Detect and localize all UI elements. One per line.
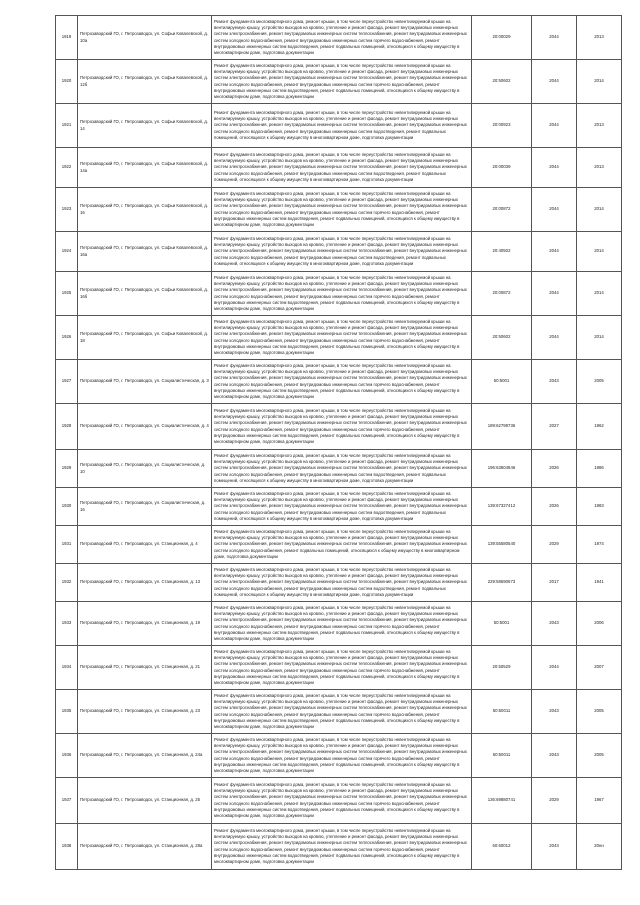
work-list-cell-text: Ремонт фундамента многоквартирного дома, ремонт крыши, в том числе переустройство невентилируемой крыши на вентилируемую крышу, устройство выходов на кровлю, утепление и ремонт фасада, ремонт внутридомовых инженерных систем электроснабжения, ремонт внутридомовых инженерных систем теплоснабжения, ремонт внутридомовых инженерных систем холодного водоснабжения, ремонт внутридомовых инженерных систем горячего водоснабжения, ремонт внутридомовых инженерных систем водоотведения, ремонт подвальных помещений, относящихся к общему имуществу в многоквартирном доме, подготовка документации [214, 190, 467, 227]
planned-year-cell [532, 602, 577, 646]
address-cell-text: Петрозаводский ГО, г. Петрозаводск, ул. Социалистическая, д. 3 [80, 378, 209, 384]
row-number-cell [56, 60, 78, 104]
table-row [56, 16, 622, 60]
work-list-cell-text: Ремонт фундамента многоквартирного дома, ремонт крыши, в том числе переустройство невентилируемой крыши на вентилируемую крышу, устройство выходов на кровлю, утепление и ремонт фасада, ремонт внутридомовых инженерных систем электроснабжения, ремонт внутридомовых инженерных систем теплоснабжения, ремонт внутридомовых инженерных систем холодного водоснабжения, ремонт внутридомовых инженерных систем водоотведения, ремонт подвальных помещений, относящихся к общему имуществу в многоквартирном доме, подготовка документации [214, 566, 467, 597]
table-row [56, 824, 622, 870]
address-cell-text: Петрозаводский ГО, г. Петрозаводск, ул. Станционная, д. 28а [80, 843, 203, 849]
row-number-cell [56, 602, 78, 646]
row-number-cell [56, 316, 78, 360]
cadastral-number-cell [472, 646, 532, 690]
table-row [56, 148, 622, 188]
last-repair-year-cell [577, 602, 622, 646]
last-repair-year-cell-text: 2013 [594, 164, 604, 170]
last-repair-year-cell-text: 1962 [594, 423, 604, 429]
address-cell-text: Петрозаводский ГО, г. Петрозаводск, ул. Станционная, д. 19 [80, 620, 201, 626]
planned-year-cell [532, 690, 577, 734]
planned-year-cell [532, 232, 577, 272]
last-repair-year-cell [577, 360, 622, 404]
row-number-cell [56, 564, 78, 602]
address-cell [78, 148, 212, 188]
cadastral-number-cell [472, 778, 532, 824]
cadastral-number-cell [472, 232, 532, 272]
work-list-cell [212, 272, 472, 316]
planned-year-cell [532, 824, 577, 870]
work-list-cell [212, 690, 472, 734]
planned-year-cell-text: 2044 [549, 334, 559, 340]
work-list-cell-text: Ремонт фундамента многоквартирного дома, ремонт крыши, в том числе переустройство невентилируемой крыши на вентилируемую крышу, устройство выходов на кровлю, утепление и ремонт фасада, ремонт внутридомовых инженерных систем электроснабжения, ремонт внутридомовых инженерных систем теплоснабжения, ремонт внутридомовых инженерных систем холодного водоснабжения, ремонт внутридомовых инженерных систем горячего водоснабжения, ремонт внутридомовых инженерных систем водоотведения, ремонт подвальных помещений, относящихся к общему имуществу в многоквартирном доме, подготовка документации [214, 274, 467, 311]
last-repair-year-cell [577, 188, 622, 232]
address-cell [78, 488, 212, 526]
last-repair-year-cell-text: 2006 [594, 620, 604, 626]
cadastral-number-cell-text: 50:5001 [493, 620, 510, 626]
row-number-cell-text: 1920 [61, 78, 72, 84]
planned-year-cell-text: 2044 [549, 248, 559, 254]
planned-year-cell [532, 564, 577, 602]
work-list-cell-text: Ремонт фундамента многоквартирного дома, ремонт крыши, в том числе переустройство невентилируемой крыши на вентилируемую крышу, устройство выходов на кровлю, утепление и ремонт фасада, ремонт внутридомовых инженерных систем электроснабжения, ремонт внутридомовых инженерных систем теплоснабжения, ремонт внутридомовых инженерных систем холодного водоснабжения, ремонт внутридомовых инженерных систем водоотведения, ремонт подвальных помещений, относящихся к общему имуществу в многоквартирном доме, подготовка документации [214, 452, 467, 483]
register-table-body [56, 16, 622, 870]
last-repair-year-cell [577, 104, 622, 148]
planned-year-cell [532, 646, 577, 690]
table-row [56, 778, 622, 824]
row-number-cell-text: 1931 [61, 541, 72, 547]
table-row [56, 526, 622, 564]
last-repair-year-cell [577, 148, 622, 188]
cadastral-number-cell [472, 272, 532, 316]
address-cell-text: Петрозаводский ГО, г. Петрозаводск, ул. Софьи Ковалевской, д. 18 [80, 331, 208, 343]
address-cell-text: Петрозаводский ГО, г. Петрозаводск, ул. Софьи Ковалевской, д. 14а [80, 161, 208, 173]
work-list-cell-text: Ремонт фундамента многоквартирного дома, ремонт крыши, в том числе переустройство невентилируемой крыши на вентилируемую крышу, устройство выходов на кровлю, утепление и ремонт фасада, ремонт внутридомовых инженерных систем электроснабжения, ремонт внутридомовых инженерных систем теплоснабжения, ремонт внутридомовых инженерных систем холодного водоснабжения, ремонт внутридомовых инженерных систем горячего водоснабжения, ремонт внутридомовых инженерных систем водоотведения, ремонт подвальных помещений, относящихся к общему имуществу в многоквартирном доме, подготовка документации [214, 407, 467, 444]
address-cell [78, 188, 212, 232]
planned-year-cell-text: 2044 [549, 122, 559, 128]
last-repair-year-cell-text: 20нн [594, 843, 604, 849]
last-repair-year-cell [577, 778, 622, 824]
last-repair-year-cell-text: 1974 [594, 541, 604, 547]
planned-year-cell [532, 488, 577, 526]
cadastral-number-cell-text: 229:58690673 [487, 579, 516, 585]
work-list-cell [212, 564, 472, 602]
last-repair-year-cell-text: 2014 [594, 248, 604, 254]
table-row [56, 104, 622, 148]
row-number-cell [56, 690, 78, 734]
work-list-cell [212, 602, 472, 646]
planned-year-cell [532, 778, 577, 824]
work-list-cell-text: Ремонт фундамента многоквартирного дома, ремонт крыши, в том числе переустройство невентилируемой крыши на вентилируемую крышу, устройство выходов на кровлю, утепление и ремонт фасада, ремонт внутридомовых инженерных систем электроснабжения, ремонт внутридомовых инженерных систем теплоснабжения, ремонт внутридомовых инженерных систем холодного водоснабжения, ремонт внутридомовых инженерных систем горячего водоснабжения, ремонт внутридомовых инженерных систем водоотведения, ремонт подвальных помещений, относящихся к общему имуществу в многоквартирном доме, подготовка документации [214, 827, 467, 864]
last-repair-year-cell-text: 2014 [594, 334, 604, 340]
cadastral-number-cell [472, 564, 532, 602]
address-cell [78, 404, 212, 450]
cadastral-number-cell [472, 526, 532, 564]
planned-year-cell-text: 2027 [549, 423, 559, 429]
work-list-cell [212, 526, 472, 564]
last-repair-year-cell-text: 2007 [594, 664, 604, 670]
cadastral-number-cell [472, 316, 532, 360]
work-list-cell-text: Ремонт фундамента многоквартирного дома, ремонт крыши, в том числе переустройство невентилируемой крыши на вентилируемую крышу, устройство выходов на кровлю, утепление и ремонт фасада, ремонт внутридомовых инженерных систем электроснабжения, ремонт внутридомовых инженерных систем теплоснабжения, ремонт внутридомовых инженерных систем холодного водоснабжения, ремонт внутридомовых инженерных систем горячего водоснабжения, ремонт внутридомовых инженерных систем водоотведения, ремонт подвальных помещений, относящихся к общему имуществу в многоквартирном доме, подготовка документации [214, 318, 467, 355]
table-row [56, 404, 622, 450]
cadastral-number-cell-text: 20:40502 [492, 248, 511, 254]
planned-year-cell-text: 2043 [549, 620, 559, 626]
work-list-cell-text: Ремонт фундамента многоквартирного дома, ремонт крыши, в том числе переустройство невентилируемой крыши на вентилируемую крышу, устройство выходов на кровлю, утепление и ремонт фасада, ремонт внутридомовых инженерных систем электроснабжения, ремонт внутридомовых инженерных систем теплоснабжения, ремонт внутридомовых инженерных систем холодного водоснабжения, ремонт внутридомовых инженерных систем водоотведения, ремонт подвальных помещений, относящихся к общему имуществу в многоквартирном доме, подготовка документации [214, 490, 467, 521]
work-list-cell [212, 148, 472, 188]
cadastral-number-cell-text: 20:00029 [492, 34, 511, 40]
row-number-cell [56, 188, 78, 232]
row-number-cell-text: 1927 [61, 378, 72, 384]
row-number-cell-text: 1922 [61, 164, 72, 170]
address-cell [78, 60, 212, 104]
last-repair-year-cell-text: 2013 [594, 34, 604, 40]
table-row [56, 360, 622, 404]
work-list-cell [212, 232, 472, 272]
work-list-cell [212, 60, 472, 104]
planned-year-cell-text: 2043 [549, 752, 559, 758]
row-number-cell-text: 1937 [61, 797, 72, 803]
row-number-cell [56, 778, 78, 824]
planned-year-cell [532, 404, 577, 450]
row-number-cell-text: 1930 [61, 503, 72, 509]
last-repair-year-cell [577, 60, 622, 104]
last-repair-year-cell [577, 646, 622, 690]
address-cell [78, 778, 212, 824]
planned-year-cell [532, 60, 577, 104]
planned-year-cell [532, 272, 577, 316]
cadastral-number-cell-text: 60:60012 [492, 843, 511, 849]
table-row [56, 188, 622, 232]
planned-year-cell [532, 360, 577, 404]
cadastral-number-cell-text: 50:50011 [492, 752, 511, 758]
planned-year-cell [532, 526, 577, 564]
table-row [56, 564, 622, 602]
cadastral-number-cell-text: 139:55580540 [487, 541, 516, 547]
row-number-cell-text: 1935 [61, 708, 72, 714]
address-cell [78, 360, 212, 404]
last-repair-year-cell-text: 1941 [594, 579, 604, 585]
row-number-cell-text: 1925 [61, 290, 72, 296]
last-repair-year-cell-text: 1983 [594, 503, 604, 509]
address-cell [78, 526, 212, 564]
table-row [56, 602, 622, 646]
last-repair-year-cell-text: 2014 [594, 78, 604, 84]
work-list-cell [212, 360, 472, 404]
cadastral-number-cell-text: 20:00039 [492, 164, 511, 170]
planned-year-cell-text: 2029 [549, 797, 559, 803]
address-cell-text: Петрозаводский ГО, г. Петрозаводск, ул. Софьи Ковалевской, д. 16а [80, 245, 208, 257]
planned-year-cell-text: 2017 [549, 579, 559, 585]
row-number-cell [56, 16, 78, 60]
row-number-cell [56, 404, 78, 450]
row-number-cell [56, 360, 78, 404]
row-number-cell [56, 824, 78, 870]
cadastral-number-cell [472, 16, 532, 60]
cadastral-number-cell-text: 20:00872 [492, 206, 511, 212]
planned-year-cell [532, 16, 577, 60]
row-number-cell-text: 1934 [61, 664, 72, 670]
last-repair-year-cell [577, 450, 622, 488]
row-number-cell [56, 450, 78, 488]
planned-year-cell-text: 2026 [549, 503, 559, 509]
planned-year-cell-text: 2044 [549, 206, 559, 212]
last-repair-year-cell-text: 2005 [594, 378, 604, 384]
address-cell-text: Петрозаводский ГО, г. Петрозаводск, ул. Станционная, д. 21 [80, 664, 201, 670]
last-repair-year-cell-text: 1967 [594, 797, 604, 803]
work-list-cell-text: Ремонт фундамента многоквартирного дома, ремонт крыши, в том числе переустройство невентилируемой крыши на вентилируемую крышу, устройство выходов на кровлю, утепление и ремонт фасада, ремонт внутридомовых инженерных систем электроснабжения, ремонт внутридомовых инженерных систем теплоснабжения, ремонт внутридомовых инженерных систем холодного водоснабжения, ремонт внутридомовых инженерных систем горячего водоснабжения, ремонт внутридомовых инженерных систем водоотведения, ремонт подвальных помещений, относящихся к общему имуществу в многоквартирном доме, подготовка документации [214, 692, 467, 729]
row-number-cell-text: 1921 [61, 122, 72, 128]
row-number-cell-text: 1933 [61, 620, 72, 626]
last-repair-year-cell [577, 564, 622, 602]
work-list-cell-text: Ремонт фундамента многоквартирного дома, ремонт крыши, в том числе переустройство невентилируемой крыши на вентилируемую крышу, устройство выходов на кровлю, утепление и ремонт фасада, ремонт внутридомовых инженерных систем электроснабжения, ремонт внутридомовых инженерных систем теплоснабжения, ремонт внутридомовых инженерных систем холодного водоснабжения, ремонт внутридомовых инженерных систем горячего водоснабжения, ремонт внутридомовых инженерных систем водоотведения, ремонт подвальных помещений, относящихся к общему имуществу в многоквартирном доме, подготовка документации [214, 736, 467, 773]
work-list-cell [212, 778, 472, 824]
planned-year-cell-text: 2044 [549, 78, 559, 84]
planned-year-cell [532, 104, 577, 148]
cadastral-number-cell [472, 690, 532, 734]
cadastral-number-cell [472, 104, 532, 148]
work-list-cell [212, 16, 472, 60]
address-cell [78, 602, 212, 646]
work-list-cell [212, 488, 472, 526]
row-number-cell [56, 104, 78, 148]
table-row [56, 316, 622, 360]
last-repair-year-cell-text: 2005 [594, 708, 604, 714]
row-number-cell-text: 1924 [61, 248, 72, 254]
address-cell-text: Петрозаводский ГО, г. Петрозаводск, ул. Софьи Ковалевской, д. 10а [80, 31, 208, 43]
row-number-cell-text: 1923 [61, 206, 72, 212]
planned-year-cell-text: 2026 [549, 465, 559, 471]
row-number-cell [56, 488, 78, 526]
planned-year-cell [532, 734, 577, 778]
planned-year-cell-text: 2044 [549, 164, 559, 170]
address-cell [78, 316, 212, 360]
work-list-cell-text: Ремонт фундамента многоквартирного дома, ремонт крыши, в том числе переустройство невентилируемой крыши на вентилируемую крышу, устройство выходов на кровлю, утепление и ремонт фасада, ремонт внутридомовых инженерных систем электроснабжения, ремонт внутридомовых инженерных систем теплоснабжения, ремонт внутридомовых инженерных систем холодного водоснабжения, ремонт внутридомовых инженерных систем горячего водоснабжения, ремонт внутридомовых инженерных систем водоотведения, ремонт подвальных помещений, относящихся к общему имуществу в многоквартирном доме, подготовка документации [214, 648, 467, 685]
row-number-cell-text: 1938 [61, 843, 72, 849]
planned-year-cell-text: 2044 [549, 34, 559, 40]
last-repair-year-cell [577, 404, 622, 450]
last-repair-year-cell [577, 526, 622, 564]
planned-year-cell [532, 148, 577, 188]
last-repair-year-cell-text: 1986 [594, 465, 604, 471]
address-cell [78, 272, 212, 316]
address-cell [78, 690, 212, 734]
address-cell [78, 646, 212, 690]
row-number-cell [56, 232, 78, 272]
work-list-cell-text: Ремонт фундамента многоквартирного дома, ремонт крыши, в том числе переустройство невентилируемой крыши на вентилируемую крышу, устройство выходов на кровлю, утепление и ремонт фасада, ремонт внутридомовых инженерных систем электроснабжения, ремонт внутридомовых инженерных систем теплоснабжения, ремонт внутридомовых инженерных систем холодного водоснабжения, ремонт внутридомовых инженерных систем водоотведения, ремонт подвальных помещений, относящихся к общему имуществу в многоквартирном доме, подготовка документации [214, 151, 467, 182]
row-number-cell-text: 1926 [61, 334, 72, 340]
work-list-cell-text: Ремонт фундамента многоквартирного дома, ремонт крыши, в том числе переустройство невентилируемой крыши на вентилируемую крышу, устройство выходов на кровлю, утепление и ремонт фасада, ремонт внутридомовых инженерных систем электроснабжения, ремонт внутридомовых инженерных систем теплоснабжения, ремонт внутридомовых инженерных систем холодного водоснабжения, ремонт внутридомовых инженерных систем горячего водоснабжения, ремонт внутридомовых инженерных систем водоотведения, ремонт подвальных помещений, относящихся к общему имуществу в многоквартирном доме, подготовка документации [214, 62, 467, 99]
table-row [56, 488, 622, 526]
cadastral-number-cell [472, 824, 532, 870]
cadastral-number-cell-text: 139:67327412 [487, 503, 516, 509]
address-cell [78, 824, 212, 870]
work-list-cell [212, 450, 472, 488]
work-list-cell-text: Ремонт фундамента многоквартирного дома, ремонт крыши, в том числе переустройство невентилируемой крыши на вентилируемую крышу, устройство выходов на кровлю, утепление и ремонт фасада, ремонт внутридомовых инженерных систем электроснабжения, ремонт внутридомовых инженерных систем теплоснабжения, ремонт внутридомовых инженерных систем холодного водоснабжения, ремонт внутридомовых инженерных систем горячего водоснабжения, ремонт внутридомовых инженерных систем водоотведения, ремонт подвальных помещений, относящихся к общему имуществу в многоквартирном доме, подготовка документации [214, 604, 467, 641]
address-cell [78, 450, 212, 488]
planned-year-cell-text: 2044 [549, 290, 559, 296]
row-number-cell [56, 148, 78, 188]
address-cell-text: Петрозаводский ГО, г. Петрозаводск, ул. Станционная, д. 13 [80, 579, 201, 585]
last-repair-year-cell [577, 690, 622, 734]
planned-year-cell-text: 2044 [549, 664, 559, 670]
cadastral-number-cell-text: 20:00872 [492, 290, 511, 296]
work-list-cell-text: Ремонт фундамента многоквартирного дома, ремонт крыши, в том числе переустройство невентилируемой крыши на вентилируемую крышу, устройство выходов на кровлю, утепление и ремонт фасада, ремонт внутридомовых инженерных систем электроснабжения, ремонт внутридомовых инженерных систем теплоснабжения, ремонт внутридомовых инженерных систем холодного водоснабжения, ремонт внутридомовых инженерных систем горячего водоснабжения, ремонт внутридомовых инженерных систем водоотведения, ремонт подвальных помещений, относящихся к общему имуществу в многоквартирном доме, подготовка документации [214, 18, 467, 55]
table-row [56, 646, 622, 690]
address-cell-text: Петрозаводский ГО, г. Петрозаводск, ул. Софьи Ковалевской, д. 16 [80, 203, 208, 215]
row-number-cell-text: 1929 [61, 465, 72, 471]
work-list-cell-text: Ремонт фундамента многоквартирного дома, ремонт крыши, в том числе переустройство невентилируемой крыши на вентилируемую крышу, устройство выходов на кровлю, утепление и ремонт фасада, ремонт внутридомовых инженерных систем электроснабжения, ремонт внутридомовых инженерных систем теплоснабжения, ремонт внутридомовых инженерных систем холодного водоснабжения, ремонт подвальных помещений, относящихся к общему имуществу в многоквартирном доме, подготовка документации [214, 528, 467, 559]
cadastral-number-cell [472, 188, 532, 232]
planned-year-cell-text: 2043 [549, 378, 559, 384]
cadastral-number-cell [472, 60, 532, 104]
work-list-cell [212, 734, 472, 778]
cadastral-number-cell-text: 50:50011 [492, 708, 511, 714]
work-list-cell-text: Ремонт фундамента многоквартирного дома, ремонт крыши, в том числе переустройство невентилируемой крыши на вентилируемую крышу, устройство выходов на кровлю, утепление и ремонт фасада, ремонт внутридомовых инженерных систем электроснабжения, ремонт внутридомовых инженерных систем теплоснабжения, ремонт внутридомовых инженерных систем холодного водоснабжения, ремонт внутридомовых инженерных систем водоотведения, ремонт подвальных помещений, относящихся к общему имуществу в многоквартирном доме, подготовка документации [214, 235, 467, 266]
last-repair-year-cell [577, 316, 622, 360]
row-number-cell [56, 646, 78, 690]
work-list-cell [212, 104, 472, 148]
last-repair-year-cell [577, 16, 622, 60]
cadastral-number-cell [472, 734, 532, 778]
row-number-cell-text: 1936 [61, 752, 72, 758]
work-list-cell-text: Ремонт фундамента многоквартирного дома, ремонт крыши, в том числе переустройство невентилируемой крыши на вентилируемую крышу, устройство выходов на кровлю, утепление и ремонт фасада, ремонт внутридомовых инженерных систем электроснабжения, ремонт внутридомовых инженерных систем теплоснабжения, ремонт внутридомовых инженерных систем холодного водоснабжения, ремонт внутридомовых инженерных систем водоотведения, ремонт подвальных помещений, относящихся к общему имуществу в многоквартирном доме, подготовка документации [214, 109, 467, 140]
cadastral-number-cell-text: 20:00923 [492, 122, 511, 128]
planned-year-cell-text: 2043 [549, 843, 559, 849]
register-table [55, 15, 622, 870]
row-number-cell-text: 1919 [61, 34, 72, 40]
cadastral-number-cell [472, 360, 532, 404]
planned-year-cell [532, 316, 577, 360]
address-cell-text: Петрозаводский ГО, г. Петрозаводск, ул. Софьи Ковалевской, д. 14 [80, 119, 208, 131]
address-cell-text: Петрозаводский ГО, г. Петрозаводск, ул. Станционная, д. 4 [80, 541, 198, 547]
cadastral-number-cell-text: 50:5001 [493, 378, 510, 384]
cadastral-number-cell [472, 602, 532, 646]
cadastral-number-cell [472, 450, 532, 488]
last-repair-year-cell-text: 2005 [594, 752, 604, 758]
address-cell [78, 232, 212, 272]
last-repair-year-cell [577, 232, 622, 272]
address-cell [78, 564, 212, 602]
work-list-cell [212, 404, 472, 450]
work-list-cell [212, 646, 472, 690]
planned-year-cell-text: 2043 [549, 708, 559, 714]
last-repair-year-cell [577, 272, 622, 316]
address-cell-text: Петрозаводский ГО, г. Петрозаводск, ул. Социалистическая, д. 4 [80, 423, 209, 429]
work-list-cell-text: Ремонт фундамента многоквартирного дома, ремонт крыши, в том числе переустройство невентилируемой крыши на вентилируемую крышу, устройство выходов на кровлю, утепление и ремонт фасада, ремонт внутридомовых инженерных систем электроснабжения, ремонт внутридомовых инженерных систем теплоснабжения, ремонт внутридомовых инженерных систем холодного водоснабжения, ремонт внутридомовых инженерных систем горячего водоснабжения, ремонт внутридомовых инженерных систем водоотведения, ремонт подвальных помещений, относящихся к общему имуществу в многоквартирном доме, подготовка документации [214, 362, 467, 399]
cadastral-number-cell-text: 189:62799736 [487, 423, 516, 429]
address-cell-text: Петрозаводский ГО, г. Петрозаводск, ул. Софьи Ковалевской, д. 12б [80, 75, 208, 87]
address-cell-text: Петрозаводский ГО, г. Петрозаводск, ул. Станционная, д. 25 [80, 797, 201, 803]
cadastral-number-cell [472, 148, 532, 188]
cadastral-number-cell-text: 20:50529 [492, 664, 511, 670]
address-cell [78, 16, 212, 60]
cadastral-number-cell-text: 20:50602 [492, 334, 511, 340]
address-cell-text: Петрозаводский ГО, г. Петрозаводск, ул. Софьи Ковалевской, д. 16б [80, 287, 208, 299]
row-number-cell [56, 526, 78, 564]
planned-year-cell-text: 2029 [549, 541, 559, 547]
last-repair-year-cell-text: 2014 [594, 206, 604, 212]
work-list-cell [212, 316, 472, 360]
row-number-cell-text: 1928 [61, 423, 72, 429]
cadastral-number-cell-text: 20:50602 [492, 78, 511, 84]
planned-year-cell [532, 188, 577, 232]
table-row [56, 60, 622, 104]
row-number-cell [56, 272, 78, 316]
work-list-cell-text: Ремонт фундамента многоквартирного дома, ремонт крыши, в том числе переустройство невентилируемой крыши на вентилируемую крышу, устройство выходов на кровлю, утепление и ремонт фасада, ремонт внутридомовых инженерных систем электроснабжения, ремонт внутридомовых инженерных систем теплоснабжения, ремонт внутридомовых инженерных систем холодного водоснабжения, ремонт внутридомовых инженерных систем горячего водоснабжения, ремонт внутридомовых инженерных систем водоотведения, ремонт подвальных помещений, относящихся к общему имуществу в многоквартирном доме, подготовка документации [214, 781, 467, 818]
cadastral-number-cell [472, 488, 532, 526]
table-row [56, 690, 622, 734]
work-list-cell [212, 188, 472, 232]
row-number-cell-text: 1932 [61, 579, 72, 585]
last-repair-year-cell [577, 488, 622, 526]
address-cell-text: Петрозаводский ГО, г. Петрозаводск, ул. Социалистическая, д. 10 [80, 462, 206, 474]
last-repair-year-cell [577, 824, 622, 870]
last-repair-year-cell-text: 2013 [594, 122, 604, 128]
table-row [56, 272, 622, 316]
last-repair-year-cell-text: 2014 [594, 290, 604, 296]
last-repair-year-cell [577, 734, 622, 778]
table-row [56, 232, 622, 272]
work-list-cell [212, 824, 472, 870]
table-row [56, 450, 622, 488]
cadastral-number-cell-text: 196:63604846 [487, 465, 516, 471]
address-cell-text: Петрозаводский ГО, г. Петрозаводск, ул. Станционная, д. 23 [80, 708, 201, 714]
cadastral-number-cell [472, 404, 532, 450]
row-number-cell [56, 734, 78, 778]
table-row [56, 734, 622, 778]
address-cell-text: Петрозаводский ГО, г. Петрозаводск, ул. Социалистическая, д. 16 [80, 500, 206, 512]
address-cell [78, 104, 212, 148]
planned-year-cell [532, 450, 577, 488]
address-cell-text: Петрозаводский ГО, г. Петрозаводск, ул. Станционная, д. 24а [80, 752, 203, 758]
cadastral-number-cell-text: 136:69880741 [487, 797, 516, 803]
address-cell [78, 734, 212, 778]
